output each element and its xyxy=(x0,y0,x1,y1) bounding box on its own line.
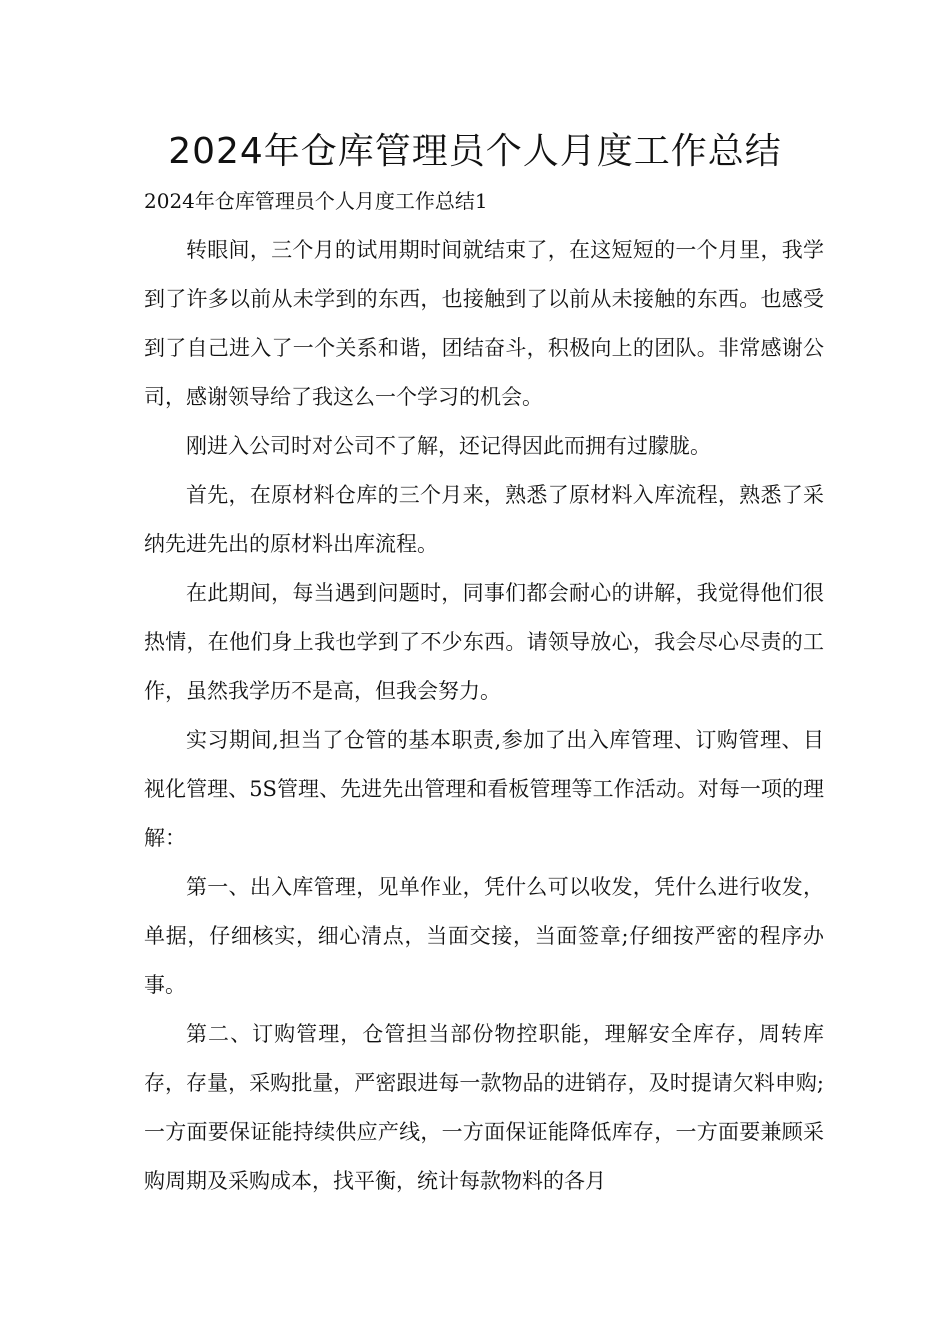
document-body xyxy=(144,226,824,1206)
paragraph-1: 转眼间，三个月的试用期时间就结束了，在这短短的一个月里，我学到了许多以前从未学到的东西，也接触到了以前从未接触的东西。也感受到了自己进入了一个关系和谐，团结奋斗，积极向上的团队。非常感谢公司，感谢领导给了我这么一个学习的机会。 xyxy=(144,238,824,409)
section-heading: 2024年仓库管理员个人月度工作总结1 xyxy=(144,189,488,213)
document-title: 2024年仓库管理员个人月度工作总结 xyxy=(168,131,782,172)
paragraph-5: 实习期间,担当了仓管的基本职责,参加了出入库管理、订购管理、目视化管理、5S管理、先进先出管理和看板管理等工作活动。对每一项的理解： xyxy=(144,728,824,850)
paragraph-3: 首先，在原材料仓库的三个月来，熟悉了原材料入库流程，熟悉了采纳先进先出的原材料出库流程。 xyxy=(144,483,824,556)
paragraph-4: 在此期间，每当遇到问题时，同事们都会耐心的讲解，我觉得他们很热情，在他们身上我也学到了不少东西。请领导放心，我会尽心尽责的工作，虽然我学历不是高，但我会努力。 xyxy=(144,581,824,703)
paragraph-2: 刚进入公司时对公司不了解，还记得因此而拥有过朦胧。 xyxy=(186,434,711,458)
paragraph-7: 第二、订购管理，仓管担当部份物控职能，理解安全库存，周转库存，存量，采购批量，严密跟进每一款物品的进销存，及时提请欠料申购;一方面要保证能持续供应产线，一方面保证能降低库存，一方面要兼顾采购周期及采购成本，找平衡，统计每款物料的各月 xyxy=(144,1022,824,1193)
paragraph-6: 第一、出入库管理，见单作业，凭什么可以收发，凭什么进行收发，单据，仔细核实，细心清点，当面交接，当面签章;仔细按严密的程序办事。 xyxy=(144,875,824,997)
